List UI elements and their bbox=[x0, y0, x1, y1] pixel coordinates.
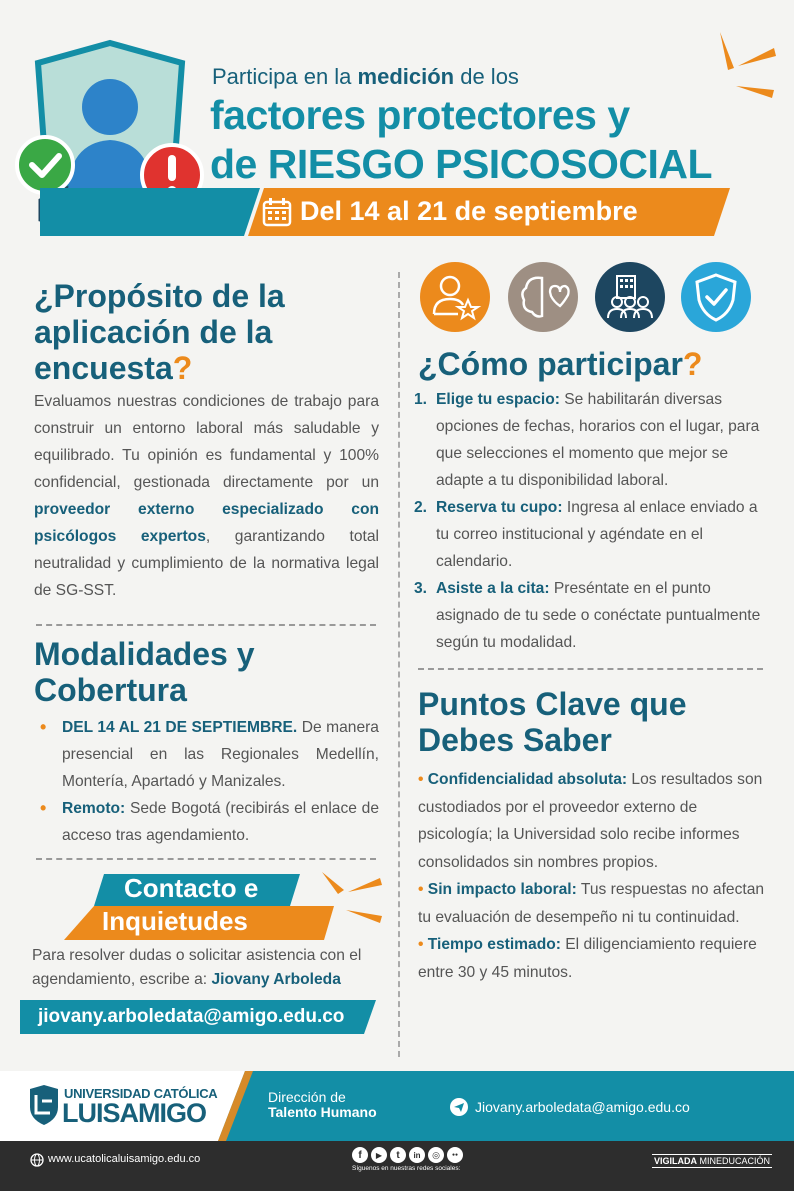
list-item: 2. Reserva tu cupo: Ingresa al enlace enviado a tu correo institucional y agéndate en el calendario. bbox=[414, 499, 758, 571]
participate-steps bbox=[414, 386, 768, 656]
social-icons bbox=[352, 1147, 463, 1163]
divider bbox=[418, 668, 763, 670]
header-subtitle: Participa en la medición de los bbox=[212, 64, 519, 89]
university-logo-icon bbox=[28, 1085, 60, 1125]
date-range: Del 14 al 21 de septiembre bbox=[300, 196, 638, 226]
contact-title-line2: Inquietudes bbox=[102, 906, 248, 936]
flickr-icon[interactable]: ●● bbox=[447, 1147, 463, 1163]
contact-email-link[interactable]: jiovany.arboledata@amigo.edu.co bbox=[38, 1006, 345, 1027]
person-star-icon bbox=[420, 262, 490, 332]
footer-email[interactable]: Jiovany.arboledata@amigo.edu.co bbox=[475, 1099, 690, 1115]
list-item: • DEL 14 AL 21 DE SEPTIEMBRE. De manera presencial en las Regionales Medellín, Montería, Apartadó y Manizales. bbox=[34, 714, 379, 795]
logo-name-text: LUISAMIGO bbox=[62, 1098, 206, 1128]
modalities-title: Modalidades y Cobertura bbox=[34, 636, 255, 709]
list-item: • Confidencialidad absoluta: Los resultados son custodiados por el proveedor externo de psicología; la Universidad solo recibe informes consolidados sin nombres propios. bbox=[418, 771, 763, 871]
linkedin-icon[interactable]: in bbox=[409, 1147, 425, 1163]
participate-section bbox=[414, 346, 768, 656]
purpose-title: ¿Propósito de la aplicación de la encuesta? bbox=[34, 278, 285, 387]
logo-university-text: UNIVERSIDAD CATÓLICA bbox=[64, 1086, 218, 1101]
twitter-icon[interactable]: t bbox=[390, 1147, 406, 1163]
divider bbox=[36, 858, 376, 860]
contact-body: Para resolver dudas o solicitar asistencia con el agendamiento, escribe a: Jiovany Arboleda bbox=[32, 947, 362, 988]
facebook-icon[interactable]: f bbox=[352, 1147, 368, 1163]
list-item: 1. Elige tu espacio: Se habilitarán diversas opciones de fechas, horarios con el lugar, para que selecciones el momento que mejor se adapte a tu disponibilidad laboral. bbox=[414, 391, 760, 490]
website-link[interactable]: www.ucatolicaluisamigo.edu.co bbox=[48, 1153, 201, 1165]
header-title-line2: de RIESGO PSICOSOCIAL bbox=[210, 141, 713, 187]
calendar-icon bbox=[262, 197, 292, 227]
shield-check-icon bbox=[681, 262, 751, 332]
purpose-section bbox=[34, 278, 379, 604]
accent-strokes bbox=[690, 28, 780, 138]
divider bbox=[36, 624, 376, 626]
list-item: • Tiempo estimado: El diligenciamiento requiere entre 30 y 45 minutos. bbox=[418, 936, 757, 981]
globe-icon bbox=[30, 1153, 44, 1167]
purpose-body: Evaluamos nuestras condiciones de trabajo para construir un entorno laboral más saludable y equilibrado. Tu opinión es fundamental y 100% confidencial, gestionada directamente por un proveedor externo especializado con psicólogos expertos, garantizando total neutralidad y cumplimiento de la normativa legal de SG-SST. bbox=[34, 393, 379, 600]
group-building-icon bbox=[595, 262, 665, 332]
youtube-icon[interactable]: ▶ bbox=[371, 1147, 387, 1163]
contact-title-line1: Contacto e bbox=[124, 873, 259, 903]
modalities-section bbox=[34, 636, 379, 849]
list-item: • Sin impacto laboral: Tus respuestas no afectan tu evaluación de desempeño ni tu continuidad. bbox=[418, 881, 765, 926]
header-title-line1: factores protectores y bbox=[210, 92, 630, 138]
keypoints-section bbox=[418, 686, 768, 986]
email-band-edge bbox=[364, 1000, 376, 1034]
participate-title: ¿Cómo participar? bbox=[418, 346, 703, 382]
keypoints-title: Puntos Clave que Debes Saber bbox=[418, 686, 687, 759]
send-icon bbox=[450, 1098, 468, 1116]
social-caption: Síguenos en nuestras redes sociales: bbox=[352, 1165, 461, 1172]
vigilada-badge: VIGILADA MINEDUCACIÓN bbox=[654, 1156, 771, 1166]
instagram-icon[interactable]: ◎ bbox=[428, 1147, 444, 1163]
list-item: • Remoto: Sede Bogotá (recibirás el enlace de acceso tras agendamiento. bbox=[34, 795, 379, 849]
column-divider bbox=[398, 272, 400, 1057]
brain-heart-icon bbox=[508, 262, 578, 332]
footer-department: Dirección de Talento Humano bbox=[268, 1089, 377, 1120]
list-item: 3. Asiste a la cita: Preséntate en el punto asignado de tu sede o conéctate puntualmente según tu modalidad. bbox=[414, 580, 761, 652]
modalities-list bbox=[34, 714, 379, 849]
